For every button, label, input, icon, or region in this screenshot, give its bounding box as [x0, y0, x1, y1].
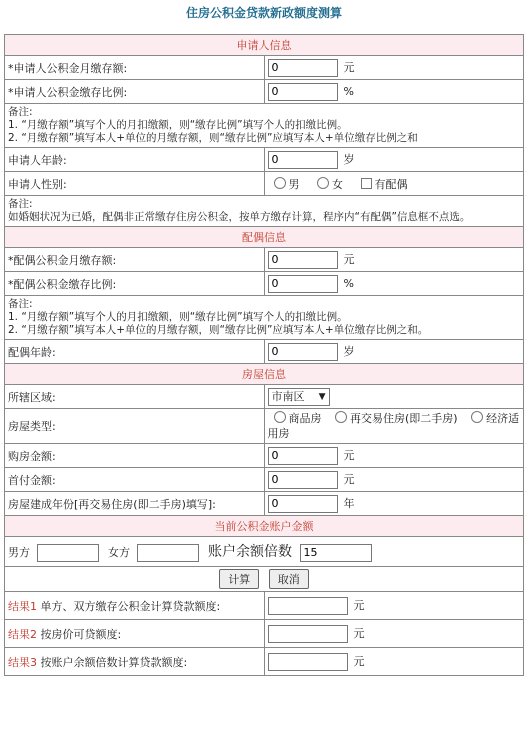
section-house: 房屋信息	[5, 364, 524, 385]
female-balance-input[interactable]	[137, 544, 199, 562]
result3-label	[5, 648, 265, 676]
multiple-label: 账户余额倍数	[208, 544, 292, 561]
result-tag: 结果2	[8, 627, 37, 641]
result-tag: 结果3	[8, 655, 37, 669]
unit: 元	[343, 473, 355, 486]
unit: 元	[353, 655, 365, 668]
price-label: 购房金额:	[5, 444, 265, 468]
unit: 岁	[343, 345, 355, 358]
female-label: 女	[332, 177, 343, 191]
male-radio[interactable]	[274, 177, 286, 189]
calculate-button[interactable]: 计算	[219, 569, 259, 589]
female-radio[interactable]	[317, 177, 329, 189]
spouse-age-label: 配偶年龄:	[5, 340, 265, 364]
result-text: 按账户余额倍数计算贷款额度:	[40, 655, 188, 669]
result2-label	[5, 620, 265, 648]
type-commercial-radio[interactable]	[274, 411, 286, 423]
house-type-label: 房屋类型:	[5, 409, 265, 444]
account-row	[5, 537, 524, 567]
spouse-checkbox[interactable]	[361, 178, 372, 189]
applicant-monthly-label: *申请人公积金月缴存额:	[5, 56, 265, 80]
result3-output[interactable]	[268, 653, 348, 671]
spouse-monthly-label: *配偶公积金月缴存额:	[5, 248, 265, 272]
unit: 元	[343, 449, 355, 462]
price-input[interactable]	[268, 447, 338, 465]
type-affordable-radio[interactable]	[471, 411, 483, 423]
section-spouse: 配偶信息	[5, 227, 524, 248]
note-line: 如婚姻状况为已婚，配偶非正常缴存住房公积金，按单方缴存计算，程序内“有配偶”信息框不点选。	[8, 211, 471, 223]
type-commercial-label: 商品房	[288, 412, 322, 425]
spouse-ratio-input[interactable]	[268, 275, 338, 293]
note-line: 1. “月缴存额”填写个人的月扣缴额，则“缴存比例”填写个人的扣缴比例。	[8, 119, 348, 131]
note-line: 2. “月缴存额”填写本人+单位的月缴存额，则“缴存比例”应填写本人+单位缴存比例之和。	[8, 324, 429, 336]
cancel-button[interactable]: 取消	[269, 569, 309, 589]
note-line: 备注:	[8, 298, 33, 310]
marriage-note	[5, 196, 524, 227]
result-tag: 结果1	[8, 599, 37, 613]
multiple-input[interactable]	[300, 544, 372, 562]
district-label: 所辖区域:	[5, 385, 265, 409]
applicant-ratio-input[interactable]	[268, 83, 338, 101]
down-payment-input[interactable]	[268, 471, 338, 489]
unit: 年	[343, 497, 355, 510]
district-select[interactable]	[268, 388, 330, 406]
note-line: 备注:	[8, 198, 33, 210]
unit: 岁	[343, 153, 355, 166]
calculator-form	[4, 34, 524, 676]
section-applicant: 申请人信息	[5, 35, 524, 56]
result1-output[interactable]	[268, 597, 348, 615]
spouse-label: 有配偶	[374, 177, 408, 191]
result-text: 单方、双方缴存公积金计算贷款额度:	[40, 599, 221, 613]
unit: 元	[343, 61, 355, 74]
note-line: 备注:	[8, 106, 33, 118]
spouse-ratio-label: *配偶公积金缴存比例:	[5, 272, 265, 296]
applicant-ratio-label: *申请人公积金缴存比例:	[5, 80, 265, 104]
female-balance-label: 女方	[108, 546, 130, 560]
unit: 元	[353, 599, 365, 612]
unit: %	[343, 277, 354, 290]
result1-label	[5, 592, 265, 620]
down-payment-label: 首付金额:	[5, 468, 265, 492]
unit: %	[343, 85, 354, 98]
applicant-note	[5, 104, 524, 148]
type-resale-radio[interactable]	[335, 411, 347, 423]
note-line: 1. “月缴存额”填写个人的月扣缴额，则“缴存比例”填写个人的扣缴比例。	[8, 311, 348, 323]
chevron-down-icon: ▼	[318, 391, 326, 402]
unit: 元	[343, 253, 355, 266]
section-account: 当前公积金账户金额	[5, 516, 524, 537]
build-year-input[interactable]	[268, 495, 338, 513]
button-row	[5, 567, 524, 592]
result2-output[interactable]	[268, 625, 348, 643]
type-resale-label: 再交易住房(即二手房)	[350, 412, 458, 425]
district-value: 市南区	[271, 389, 305, 403]
applicant-monthly-input[interactable]	[268, 59, 338, 77]
spouse-age-input[interactable]	[268, 343, 338, 361]
male-label: 男	[288, 177, 300, 191]
page-title: 住房公积金贷款新政额度测算	[185, 6, 342, 20]
male-balance-input[interactable]	[37, 544, 99, 562]
note-line: 2. “月缴存额”填写本人+单位的月缴存额，则“缴存比例”应填写本人+单位缴存比例之和	[8, 132, 418, 144]
applicant-gender-label: 申请人性别:	[5, 172, 265, 196]
male-balance-label: 男方	[8, 546, 30, 560]
spouse-monthly-input[interactable]	[268, 251, 338, 269]
spouse-note	[5, 296, 524, 340]
applicant-age-label: 申请人年龄:	[5, 148, 265, 172]
build-year-label: 房屋建成年份[再交易住房(即二手房)填写]:	[5, 492, 265, 516]
type-affordable-label: 经济适用房	[267, 412, 520, 440]
result-text: 按房价可贷额度:	[40, 627, 122, 641]
unit: 元	[353, 627, 365, 640]
applicant-age-input[interactable]	[268, 151, 338, 169]
